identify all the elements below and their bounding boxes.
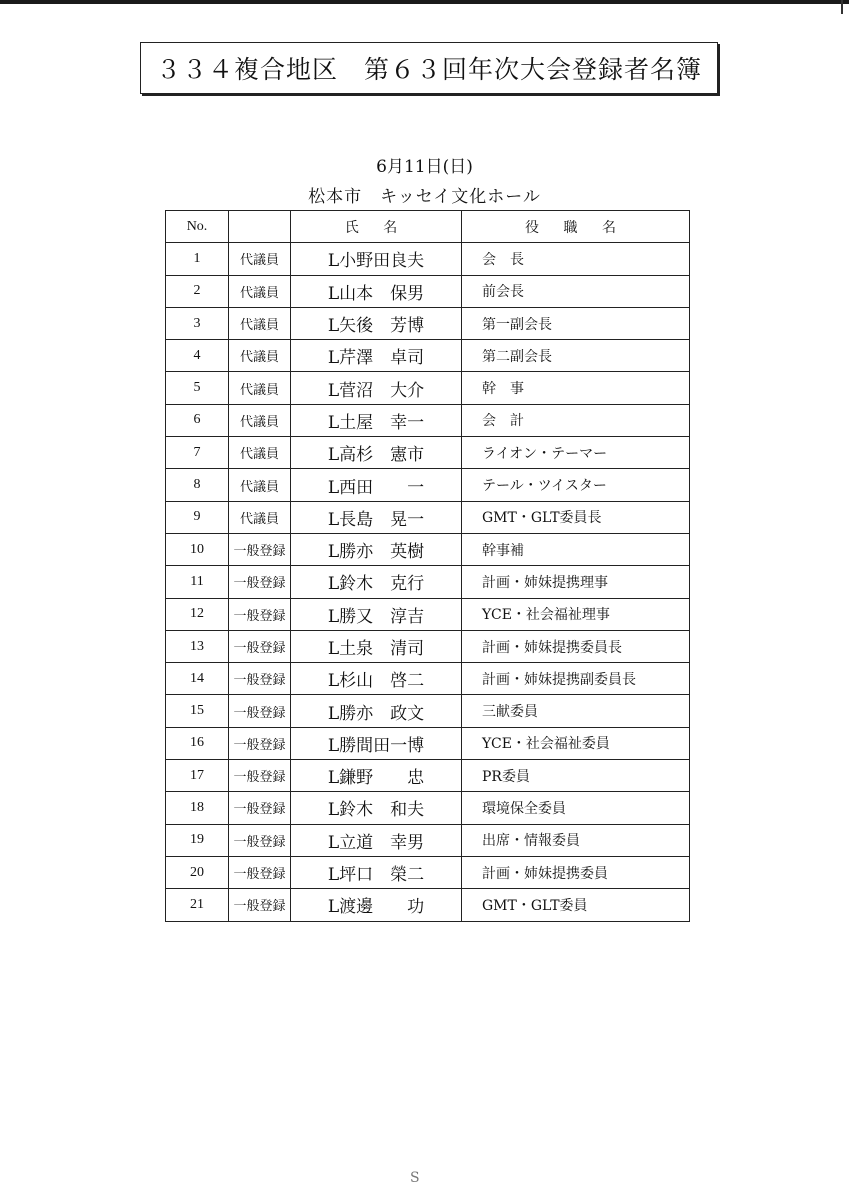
table-row [166,630,690,662]
cell-no: 18 [166,792,229,824]
cell-category: 代議員 [229,404,291,436]
cell-no: 20 [166,856,229,888]
header-role: 役 職 名 [462,211,690,243]
table-header-row [166,211,690,243]
cell-name: L鈴木 克行 [291,566,462,598]
cell-no: 5 [166,372,229,404]
cell-category: 一般登録 [229,856,291,888]
header-name: 氏 名 [291,211,462,243]
cell-category: 代議員 [229,340,291,372]
page-mark: S [410,1170,420,1186]
cell-name: L渡邊 功 [291,889,462,921]
cell-category: 一般登録 [229,695,291,727]
cell-name: L坪口 榮二 [291,856,462,888]
table-row [166,533,690,565]
cell-category: 一般登録 [229,663,291,695]
cell-name: L鎌野 忠 [291,760,462,792]
cell-name: L菅沼 大介 [291,372,462,404]
cell-no: 9 [166,501,229,533]
registrant-table [165,210,690,922]
scan-edge-mark [841,0,843,14]
cell-name: L勝間田一博 [291,727,462,759]
cell-role: PR委員 [462,760,690,792]
cell-role: GMT・GLT委員 [462,889,690,921]
cell-name: L鈴木 和夫 [291,792,462,824]
cell-no: 14 [166,663,229,695]
table-row [166,372,690,404]
cell-role: YCE・社会福祉理事 [462,598,690,630]
cell-role: 第一副会長 [462,307,690,339]
cell-category: 一般登録 [229,533,291,565]
cell-category: 一般登録 [229,889,291,921]
table-row [166,340,690,372]
cell-no: 11 [166,566,229,598]
cell-category: 一般登録 [229,566,291,598]
cell-name: L勝亦 英樹 [291,533,462,565]
cell-name: L土泉 清司 [291,630,462,662]
event-date: 6月11日(日) [376,157,473,177]
cell-no: 4 [166,340,229,372]
cell-category: 一般登録 [229,792,291,824]
table-row [166,469,690,501]
cell-category: 代議員 [229,469,291,501]
table-row [166,663,690,695]
cell-no: 16 [166,727,229,759]
cell-name: L西田 一 [291,469,462,501]
cell-category: 代議員 [229,372,291,404]
cell-no: 6 [166,404,229,436]
cell-role: GMT・GLT委員長 [462,501,690,533]
cell-role: 計画・姉妹提携委員 [462,856,690,888]
cell-category: 代議員 [229,501,291,533]
table-row [166,856,690,888]
cell-role: 三献委員 [462,695,690,727]
cell-name: L芹澤 卓司 [291,340,462,372]
table-row [166,566,690,598]
table-row [166,275,690,307]
cell-category: 一般登録 [229,824,291,856]
header-category [229,211,291,243]
event-venue: 松本市 キッセイ文化ホール [308,187,541,207]
table-row [166,760,690,792]
cell-role: 前会長 [462,275,690,307]
cell-category: 代議員 [229,243,291,275]
cell-category: 一般登録 [229,760,291,792]
cell-role: 環境保全委員 [462,792,690,824]
cell-no: 15 [166,695,229,727]
cell-role: 出席・情報委員 [462,824,690,856]
cell-no: 12 [166,598,229,630]
cell-no: 2 [166,275,229,307]
cell-category: 代議員 [229,275,291,307]
cell-role: 第二副会長 [462,340,690,372]
cell-category: 代議員 [229,307,291,339]
table-row [166,243,690,275]
cell-no: 7 [166,437,229,469]
cell-no: 3 [166,307,229,339]
cell-no: 17 [166,760,229,792]
cell-no: 1 [166,243,229,275]
cell-no: 10 [166,533,229,565]
table-row [166,404,690,436]
cell-name: L高杉 憲市 [291,437,462,469]
cell-category: 代議員 [229,437,291,469]
cell-name: L勝又 淳吉 [291,598,462,630]
cell-name: L山本 保男 [291,275,462,307]
cell-no: 13 [166,630,229,662]
cell-no: 8 [166,469,229,501]
cell-role: 計画・姉妹提携副委員長 [462,663,690,695]
table-row [166,307,690,339]
cell-name: L長島 晃一 [291,501,462,533]
table-row [166,437,690,469]
cell-name: L矢後 芳博 [291,307,462,339]
cell-role: 計画・姉妹提携理事 [462,566,690,598]
header-no: No. [166,211,229,243]
cell-category: 一般登録 [229,727,291,759]
document-title: ３３４複合地区 第６３回年次大会登録者名簿 [140,42,718,94]
table-body [166,243,690,921]
cell-no: 19 [166,824,229,856]
cell-category: 一般登録 [229,598,291,630]
cell-role: 会 計 [462,404,690,436]
cell-name: L立道 幸男 [291,824,462,856]
cell-role: テール・ツイスター [462,469,690,501]
cell-role: YCE・社会福祉委員 [462,727,690,759]
cell-name: L勝亦 政文 [291,695,462,727]
table-row [166,824,690,856]
cell-role: ライオン・テーマー [462,437,690,469]
cell-name: L土屋 幸一 [291,404,462,436]
cell-name: L小野田良夫 [291,243,462,275]
table-row [166,501,690,533]
cell-name: L杉山 啓二 [291,663,462,695]
table-row [166,727,690,759]
cell-no: 21 [166,889,229,921]
cell-role: 幹事補 [462,533,690,565]
cell-role: 会 長 [462,243,690,275]
scan-edge-top [0,0,849,4]
cell-role: 幹 事 [462,372,690,404]
table-row [166,695,690,727]
cell-role: 計画・姉妹提携委員長 [462,630,690,662]
table-row [166,889,690,921]
cell-category: 一般登録 [229,630,291,662]
table-row [166,792,690,824]
table-row [166,598,690,630]
